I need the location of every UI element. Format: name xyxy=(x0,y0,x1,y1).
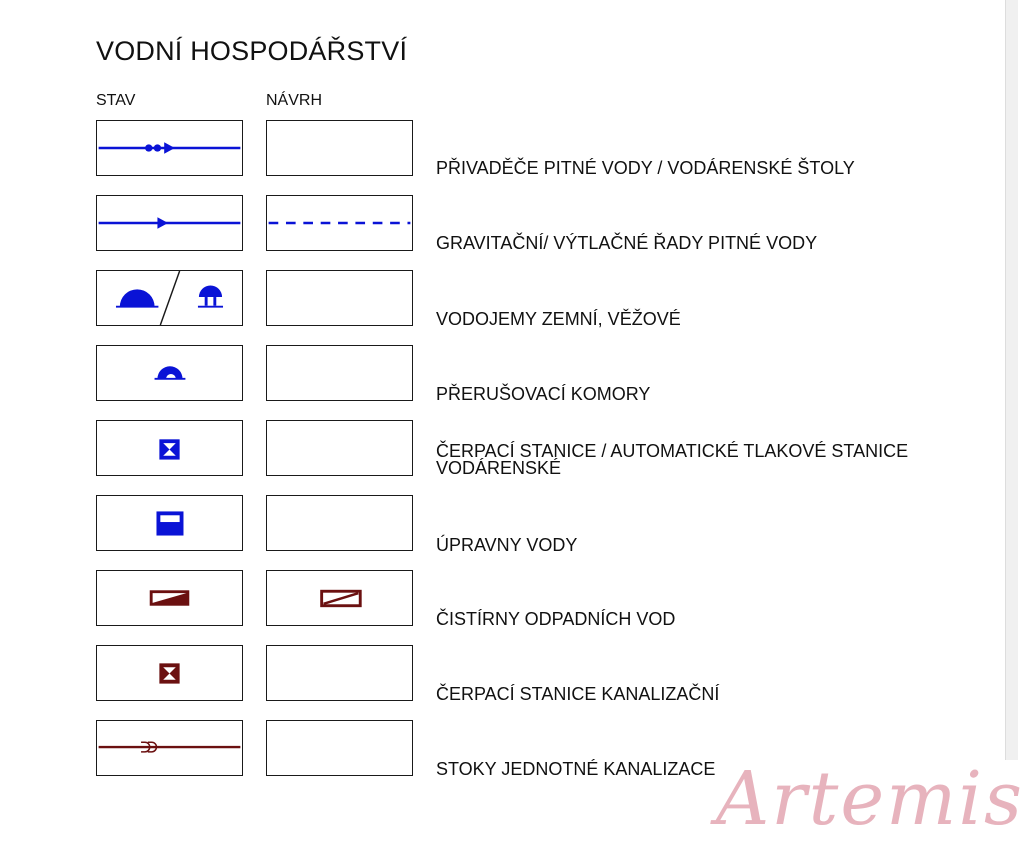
scrollbar[interactable] xyxy=(1005,0,1018,760)
legend-navrh-box xyxy=(266,495,413,551)
break-chamber-icon xyxy=(97,346,242,400)
wastewater-plant-icon xyxy=(97,571,242,625)
legend-stav-box xyxy=(96,270,243,326)
legend-navrh-box xyxy=(266,195,413,251)
treatment-plant-icon xyxy=(97,496,242,550)
combined-sewer-line-icon xyxy=(97,721,242,775)
legend-navrh-box xyxy=(266,645,413,701)
legend-stav-box xyxy=(96,720,243,776)
dashed-line-icon xyxy=(267,196,412,250)
legend-navrh-box xyxy=(266,120,413,176)
aqueduct-line-icon xyxy=(97,121,242,175)
column-header-navrh: NÁVRH xyxy=(266,92,323,109)
sewage-pump-station-icon xyxy=(97,646,242,700)
legend-stav-box xyxy=(96,345,243,401)
legend-stav-box xyxy=(96,120,243,176)
legend-navrh-box xyxy=(266,345,413,401)
legend-stav-box xyxy=(96,570,243,626)
legend-label: PŘIVADĚČE PITNÉ VODY / VODÁRENSKÉ ŠTOLY xyxy=(436,158,855,178)
legend-navrh-box xyxy=(266,720,413,776)
legend-navrh-box xyxy=(266,270,413,326)
legend-label: ČERPACÍ STANICE KANALIZAČNÍ xyxy=(436,684,720,704)
pump-station-icon xyxy=(97,421,242,475)
reservoir-ground-tower-icon xyxy=(97,271,242,325)
legend-label-continuation: VODÁRENSKÉ xyxy=(436,458,562,478)
legend-label: ČERPACÍ STANICE / AUTOMATICKÉ TLAKOVÉ STANICE xyxy=(436,441,909,461)
legend-label: ÚPRAVNY VODY xyxy=(436,535,578,555)
legend-label: GRAVITAČNÍ/ VÝTLAČNÉ ŘADY PITNÉ VODY xyxy=(436,233,818,253)
legend-stav-box xyxy=(96,495,243,551)
legend-label: PŘERUŠOVACÍ KOMORY xyxy=(436,384,651,404)
legend-stav-box xyxy=(96,195,243,251)
legend-stav-box xyxy=(96,420,243,476)
legend-stav-box xyxy=(96,645,243,701)
legend-navrh-box xyxy=(266,570,413,626)
artemis-watermark: Artemis xyxy=(715,756,1024,842)
legend-label: ČISTÍRNY ODPADNÍCH VOD xyxy=(436,609,676,629)
gravity-main-line-icon xyxy=(97,196,242,250)
legend-label: VODOJEMY ZEMNÍ, VĚŽOVÉ xyxy=(436,309,681,329)
legend-label: STOKY JEDNOTNÉ KANALIZACE xyxy=(436,759,716,779)
legend-navrh-box xyxy=(266,420,413,476)
wastewater-plant-outline-icon xyxy=(267,571,412,625)
page-title: VODNÍ HOSPODÁŘSTVÍ xyxy=(96,36,408,66)
column-header-stav: STAV xyxy=(96,92,136,109)
